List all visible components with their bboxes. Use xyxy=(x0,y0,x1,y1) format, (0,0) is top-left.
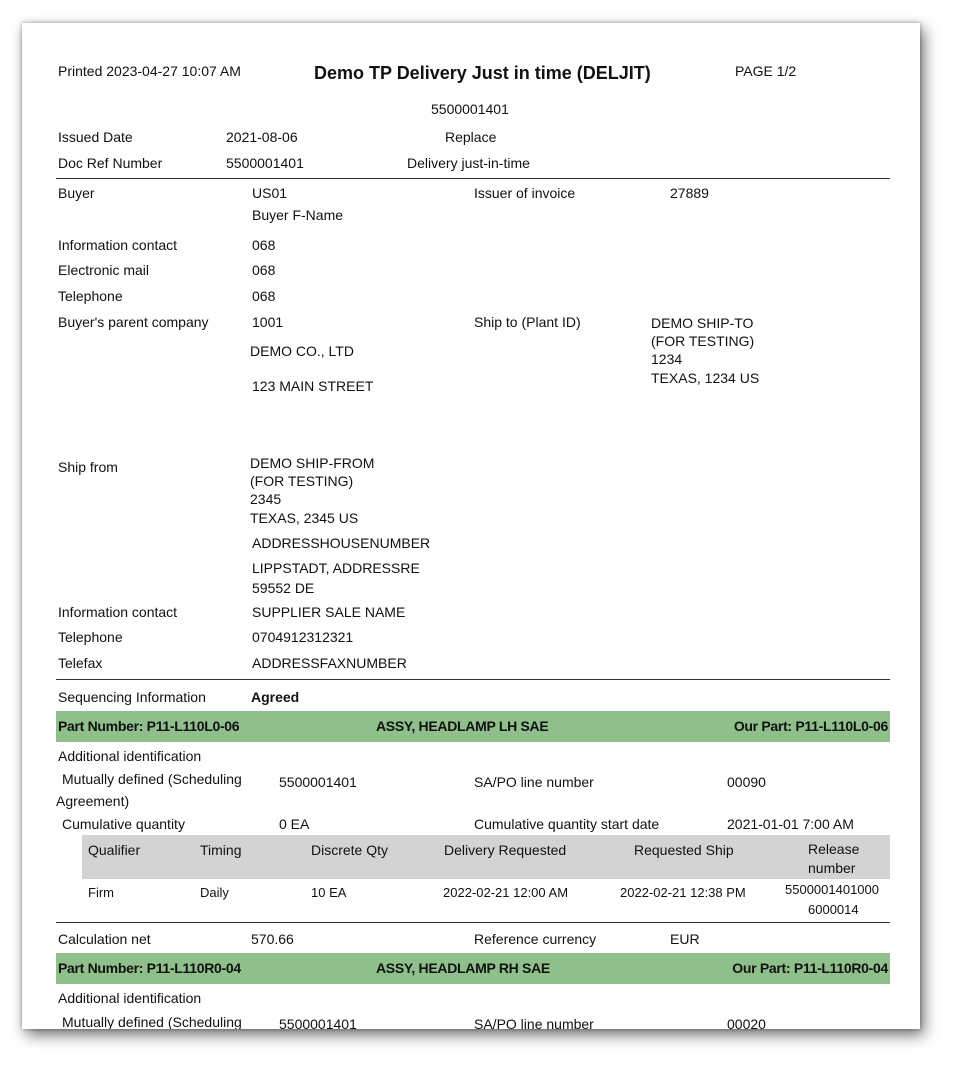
doc-ref-value: 5500001401 xyxy=(226,155,304,171)
printed-timestamp: Printed 2023-04-27 10:07 AM xyxy=(58,63,241,79)
col-qualifier: Qualifier xyxy=(88,842,141,858)
ship-to-label: Ship to (Plant ID) xyxy=(474,314,581,330)
buyer-code: US01 xyxy=(252,185,288,201)
additional-id-label: Additional identification xyxy=(58,990,202,1006)
our-part-number: Our Part: P11-L110L0-06 xyxy=(733,718,888,734)
col-discrete-qty: Discrete Qty xyxy=(311,842,389,858)
ship-from-line: 2345 xyxy=(250,491,282,507)
phone-label: Telephone xyxy=(58,288,123,304)
col-release-number-cont: number xyxy=(808,860,856,876)
part-description: ASSY, HEADLAMP RH SAE xyxy=(376,960,550,976)
part-header-band xyxy=(56,953,890,984)
doc-type: Delivery just-in-time xyxy=(407,155,530,171)
ship-from-line: (FOR TESTING) xyxy=(250,473,354,489)
issuer-value: 27889 xyxy=(670,185,709,201)
sequencing-label: Sequencing Information xyxy=(58,689,206,705)
mutually-defined-label: Mutually defined (Scheduling xyxy=(62,771,242,787)
parent-company-label: Buyer's parent company xyxy=(58,314,209,330)
calculation-net-value: 570.66 xyxy=(251,931,294,947)
supplier-fax-value: ADDRESSFAXNUMBER xyxy=(252,655,407,671)
supplier-phone-value: 0704912312321 xyxy=(252,629,354,645)
cumulative-start-value: 2021-01-01 7:00 AM xyxy=(727,816,854,832)
ship-from-line: DEMO SHIP-FROM xyxy=(250,455,375,471)
supplier-contact-value: SUPPLIER SALE NAME xyxy=(252,604,406,620)
row-qualifier: Firm xyxy=(88,885,114,900)
cumulative-qty-label: Cumulative quantity xyxy=(62,816,185,832)
phone-value: 068 xyxy=(252,288,276,304)
ship-to-line: TEXAS, 1234 US xyxy=(651,370,760,386)
row-timing: Daily xyxy=(200,885,229,900)
replace-label: Replace xyxy=(445,129,497,145)
our-part-number: Our Part: P11-L110R0-04 xyxy=(732,960,888,976)
row-release-number: 5500001401000 xyxy=(785,882,879,897)
document-page xyxy=(22,23,920,1029)
ship-from-label: Ship from xyxy=(58,459,118,475)
ship-to-line: (FOR TESTING) xyxy=(651,333,755,349)
part-number: Part Number: P11-L110R0-04 xyxy=(58,960,241,976)
col-release-number: Release xyxy=(808,841,860,857)
ship-from-postal: 59552 DE xyxy=(252,580,315,596)
part-header-band xyxy=(56,711,890,742)
supplier-contact-label: Information contact xyxy=(58,604,178,620)
ship-from-city: LIPPSTADT, ADDRESSRE xyxy=(252,560,420,576)
calculation-net-label: Calculation net xyxy=(58,931,151,947)
divider xyxy=(56,922,890,923)
parent-company-code: 1001 xyxy=(252,314,284,330)
cumulative-start-label: Cumulative quantity start date xyxy=(474,816,660,832)
mutually-defined-value: 5500001401 xyxy=(279,774,357,790)
sapo-line-label: SA/PO line number xyxy=(474,774,594,790)
page-indicator: PAGE 1/2 xyxy=(735,63,797,79)
email-label: Electronic mail xyxy=(58,262,150,278)
row-discrete-qty: 10 EA xyxy=(311,885,347,900)
supplier-phone-label: Telephone xyxy=(58,629,123,645)
ship-from-house: ADDRESSHOUSENUMBER xyxy=(252,535,431,551)
part-description: ASSY, HEADLAMP LH SAE xyxy=(376,718,549,734)
sapo-line-label: SA/PO line number xyxy=(474,1016,594,1029)
part-number: Part Number: P11-L110L0-06 xyxy=(58,718,240,734)
divider xyxy=(56,178,890,179)
row-delivery-requested: 2022-02-21 12:00 AM xyxy=(443,885,569,900)
info-contact-value: 068 xyxy=(252,237,276,253)
cumulative-qty-value: 0 EA xyxy=(279,816,310,832)
issued-date-value: 2021-08-06 xyxy=(226,129,298,145)
buyer-name: Buyer F-Name xyxy=(252,207,344,223)
additional-id-label: Additional identification xyxy=(58,748,202,764)
mutually-defined-label-cont: Agreement) xyxy=(56,793,130,809)
sequencing-value: Agreed xyxy=(251,689,300,705)
sapo-line-value: 00090 xyxy=(727,774,766,790)
mutually-defined-value: 5500001401 xyxy=(279,1016,357,1029)
col-timing: Timing xyxy=(200,842,242,858)
document-number: 5500001401 xyxy=(431,101,509,117)
divider xyxy=(56,679,890,680)
row-requested-ship: 2022-02-21 12:38 PM xyxy=(620,885,746,900)
row-release-number-cont: 6000014 xyxy=(808,902,859,917)
email-value: 068 xyxy=(252,262,276,278)
info-contact-label: Information contact xyxy=(58,237,178,253)
issued-date-label: Issued Date xyxy=(58,129,133,145)
parent-company-name: DEMO CO., LTD xyxy=(250,343,354,359)
ship-to-line: 1234 xyxy=(651,351,683,367)
sapo-line-value: 00020 xyxy=(727,1016,766,1029)
doc-ref-label: Doc Ref Number xyxy=(58,155,163,171)
ship-to-line: DEMO SHIP-TO xyxy=(651,315,754,331)
reference-currency-label: Reference currency xyxy=(474,931,597,947)
mutually-defined-label: Mutually defined (Scheduling xyxy=(62,1014,242,1029)
reference-currency-value: EUR xyxy=(670,931,700,947)
ship-from-line: TEXAS, 2345 US xyxy=(250,510,359,526)
buyer-label: Buyer xyxy=(58,185,95,201)
col-requested-ship: Requested Ship xyxy=(634,842,734,858)
supplier-fax-label: Telefax xyxy=(58,655,103,671)
parent-company-street: 123 MAIN STREET xyxy=(252,378,374,394)
col-delivery-requested: Delivery Requested xyxy=(444,842,567,858)
document-title: Demo TP Delivery Just in time (DELJIT) xyxy=(314,63,651,83)
issuer-label: Issuer of invoice xyxy=(474,185,576,201)
